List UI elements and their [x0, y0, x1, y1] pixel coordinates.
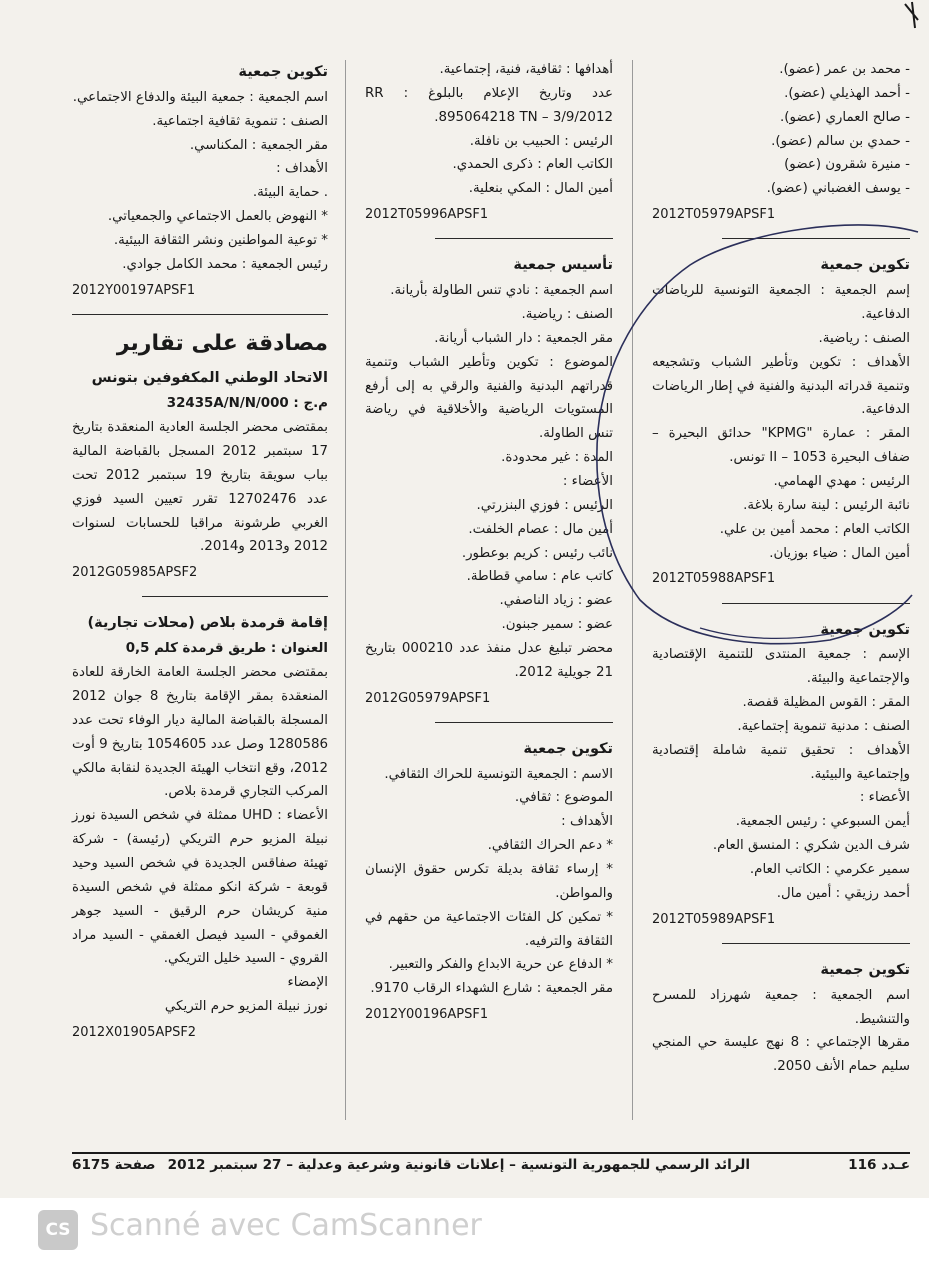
notice-line: عضو : سمير جبنون. — [501, 617, 613, 633]
reference-code: 2012X01905APSF2 — [72, 1024, 197, 1040]
notice-line: الاسم : الجمعية التونسية للحراك الثقافي. — [384, 766, 613, 782]
notice-line: الموضوع : ثقافي. — [514, 790, 613, 806]
section-divider — [435, 722, 613, 723]
notice-theatre-association — [652, 958, 910, 1079]
notice-line: نائب رئيس : كريم بوعطور. — [461, 545, 613, 561]
notice-line: المقر : القوس المظيلة قفصة. — [742, 695, 910, 711]
notice-line: الصنف : رياضية. — [521, 306, 613, 322]
notice-line: بمقتضى محضر الجلسة العادية المنعقدة بتاريخ 17 سبتمبر 2012 المسجل بالقباضة المالية بباب سويقة بتاريخ 19 سبتمبر 2012 تحت عدد 12702476 تقرر تعيين السيد فوزي الغربي طرشونة مراقبا للحسابات لسنوات 2012 و2013 و2014. — [72, 420, 328, 555]
section-divider — [722, 238, 910, 239]
notice-line: أمين المال : ضياء بوزيان. — [769, 545, 910, 561]
notice-line: * تمكين كل الفئات الاجتماعية من حقهم في الثقافة والترفيه. — [365, 909, 613, 949]
notice-title: تكوين جمعية — [820, 621, 910, 638]
reference-code: 2012G05985APSF2 — [72, 565, 198, 581]
notice-line: عضو : زياد الناصفي. — [499, 593, 613, 609]
notice-line: الموضوع : تكوين وتأطير الشباب وتنمية قدراتهم البدنية والفنية والرقي به إلى أرفع المستويات الرياضية والأخلاقية في رياضة تنس الطاولة. — [365, 354, 613, 442]
reference-code: 2012T05988APSF1 — [652, 571, 776, 587]
notice-line: * دعم الحراك الثقافي. — [487, 838, 613, 854]
notice-line: محضر تبليغ عدل منفذ عدد 000210 بتاريخ 21 جويلية 2012. — [365, 640, 613, 680]
notice-line: * الدفاع عن حرية الابداع والفكر والتعبير. — [388, 957, 613, 973]
camscanner-logo: CS — [38, 1210, 78, 1250]
notice-line: المقر : عمارة "KPMG" حدائق البحيرة – ضفاف البحيرة II – 1053 تونس. — [652, 426, 910, 466]
notice-line: الصنف : تنموية ثقافية اجتماعية. — [152, 113, 328, 129]
notice-line: الإسم : جمعية المنتدى للتنمية الإقتصادية والإجتماعية والبيئة. — [652, 647, 910, 687]
notice-line: سمير عكرمي : الكاتب العام. — [749, 862, 910, 878]
notice-line: الصنف : مدنية تنموية إجتماعية. — [737, 718, 910, 734]
column-divider — [632, 60, 633, 1120]
notice-table-tennis-club — [365, 253, 613, 710]
notice-line: المدة : غير محدودة. — [501, 450, 613, 466]
reference-code: 2012Y00197APSF1 — [72, 282, 196, 298]
notice-line: إسم الجمعية : الجمعية التونسية للرياضات الدفاعية. — [652, 283, 910, 322]
notice-line: الأعضاء : UHD ممثلة في شخص السيدة نورز نبيلة المزيو حرم التريكي (رئيسة) - شركة تهيئة صفاقس الجديدة في شخص السيد وحيد قوبعة - شركة انكو ممثلة في شخص السيدة منية كريشان حرم الرقيق - السيد جوهر الغموقي - السيد فيصل الغمقي - السيد مراد القروي - السيد خليل التريكي. — [72, 808, 328, 967]
column-right — [652, 58, 910, 1079]
notice-title: الاتحاد الوطني المكفوفين بتونس — [91, 370, 328, 387]
notice-line: الكاتب العام : ذكرى الحمدي. — [452, 157, 613, 173]
notice-title: تأسيس جمعية — [513, 257, 613, 274]
notice-line: مقر الجمعية : دار الشباب أريانة. — [434, 330, 613, 346]
column-divider — [345, 60, 346, 1120]
notice-environment-association — [72, 60, 328, 302]
notice-line: مقر الجمعية : المكناسي. — [189, 137, 328, 153]
notice-residence — [72, 611, 328, 1044]
reference-code: 2012T05979APSF1 — [652, 207, 776, 223]
reference-code: 2012G05979APSF1 — [365, 690, 491, 706]
issue-number: عـدد 116 — [848, 1157, 910, 1173]
notice-line: رئيس الجمعية : محمد الكامل جوادي. — [122, 256, 328, 272]
notice-line: الأعضاء : — [859, 790, 910, 806]
notice-line: الرئيس : الحبيب بن نافلة. — [469, 133, 613, 149]
notice-continued — [365, 58, 613, 226]
notice-line: اسم الجمعية : نادي تنس الطاولة بأريانة. — [390, 283, 613, 299]
column-middle — [365, 58, 613, 1026]
notice-forum-association — [652, 618, 910, 931]
notice-cultural-association — [365, 737, 613, 1027]
notice-line: شرف الدين شكري : المنسق العام. — [712, 838, 910, 854]
journal-title: الرائد الرسمي للجمهورية التونسية – إعلانات قانونية وشرعية وعدلية – 27 سبتمبر 2012 — [167, 1157, 750, 1173]
notice-line: مقر الجمعية : شارع الشهداء الرقاب 9170. — [370, 981, 613, 997]
notice-line: أمين المال : المكي بنعلية. — [468, 181, 613, 197]
notice-line: الكاتب العام : محمد أمين بن علي. — [719, 521, 910, 537]
notice-line: أيمن السبوعي : رئيس الجمعية. — [735, 814, 910, 830]
notice-line: الأهداف : — [561, 814, 613, 830]
section-divider — [435, 238, 613, 239]
notice-line: كاتب عام : سامي قطاطة. — [466, 569, 613, 585]
notice-title: تكوين جمعية — [523, 740, 613, 757]
notice-line: . حماية البيئة. — [252, 185, 328, 201]
notice-line: الرئيس : مهدي الهمامي. — [773, 473, 910, 489]
scanner-watermark-text: Scanné avec CamScanner — [90, 1208, 482, 1243]
notice-line: اسم الجمعية : جمعية شهرزاد للمسرح والتنشيط. — [652, 987, 910, 1027]
list-item: - محمد بن عمر (عضو). — [779, 62, 910, 77]
notice-line: الأهداف : تحقيق تنمية شاملة إقتصادية وإجتماعية والبيئية. — [652, 742, 910, 782]
notice-line: مقرها الإجتماعي : 8 نهج عليسة حي المنجي سليم حمام الأنف 2050. — [652, 1035, 911, 1075]
notice-line: الرئيس : فوزي البنزرتي. — [476, 497, 613, 513]
notice-title: تكوين جمعية — [238, 64, 328, 80]
notice-line: * توعية المواطنين ونشر الثقافة البيئية. — [113, 232, 328, 248]
list-item: - صالح العماري (عضو). — [779, 109, 910, 125]
registration-id: م.ج : 32435A/N/N/000 — [166, 396, 328, 412]
section-divider — [722, 943, 910, 944]
members-list — [652, 58, 910, 201]
notice-line: نائبة الرئيس : لينة سارة بلاغة. — [743, 497, 910, 513]
notice-line: اسم الجمعية : جمعية البيئة والدفاع الاجتماعي. — [72, 89, 328, 105]
notice-line: أهدافها : ثقافية، فنية، إجتماعية. — [439, 62, 613, 77]
list-item: - يوسف الغضباني (عضو). — [766, 181, 910, 197]
notice-line: الإمضاء — [287, 975, 328, 991]
column-left — [72, 58, 328, 1044]
notice-line: أحمد رزيقي : أمين مال. — [776, 885, 910, 901]
notice-line: * النهوض بالعمل الاجتماعي والجمعياتي. — [107, 209, 328, 225]
notice-title: تكوين جمعية — [820, 257, 910, 274]
notice-title: تكوين جمعية — [820, 961, 910, 978]
reference-code: 2012T05996APSF1 — [365, 207, 489, 223]
notice-line: * إرساء ثقافة بديلة تكرس حقوق الإنسان والمواطن. — [365, 862, 613, 901]
page-number: صفحة 6175 — [72, 1157, 156, 1173]
notice-sports-association — [652, 253, 910, 590]
section-heading: مصادقة على تقارير — [116, 330, 328, 356]
section-divider — [72, 314, 328, 315]
reference-code: 2012Y00196APSF1 — [365, 1007, 489, 1023]
notice-line: نورز نبيلة المزيو حرم التريكي — [164, 999, 328, 1015]
notice-line: بمقتضى محضر الجلسة العامة الخارقة للعادة المنعقدة بمقر الإقامة بتاريخ 8 جوان 2012 المسجلة بالقباضة المالية ديار الوفاء تحت عدد 1280586 وصل عدد 1054605 بتاريخ 9 أوت 2012، وقع انتخاب الهيئة الجديدة لنقابة مالكي المركب التجاري قرمدة بلاص. — [72, 665, 328, 800]
list-item: - منيرة شقرون (عضو) — [784, 157, 910, 173]
notice-title: إقامة قرمدة بلاص (محلات تجارية) — [87, 615, 328, 632]
address-line: العنوان : طريق قرمدة كلم 0,5 — [125, 641, 328, 657]
notice-blind-union — [72, 366, 328, 584]
list-item: - حمدي بن سالم (عضو). — [771, 133, 910, 149]
notice-line: عدد وتاريخ الإعلام بالبلوغ : RR 895064218 TN – 3/9/2012. — [365, 85, 613, 125]
notice-line: الأعضاء : — [562, 473, 613, 489]
list-item: - أحمد الهذيلي (عضو). — [784, 85, 910, 101]
notice-line: الأهداف : تكوين وتأطير الشباب وتشجيعه وتنمية قدراته البدنية والفنية في إطار الرياضات الدفاعية. — [652, 354, 910, 418]
notice-line: الأهداف : — [276, 161, 328, 177]
section-divider — [722, 603, 910, 604]
notice-line: أمين مال : عصام الخلفت. — [468, 521, 613, 537]
section-divider — [142, 596, 328, 597]
footer-rule — [72, 1152, 910, 1154]
notice-line: الصنف : رياضية. — [818, 330, 910, 346]
reference-code: 2012T05989APSF1 — [652, 911, 776, 927]
